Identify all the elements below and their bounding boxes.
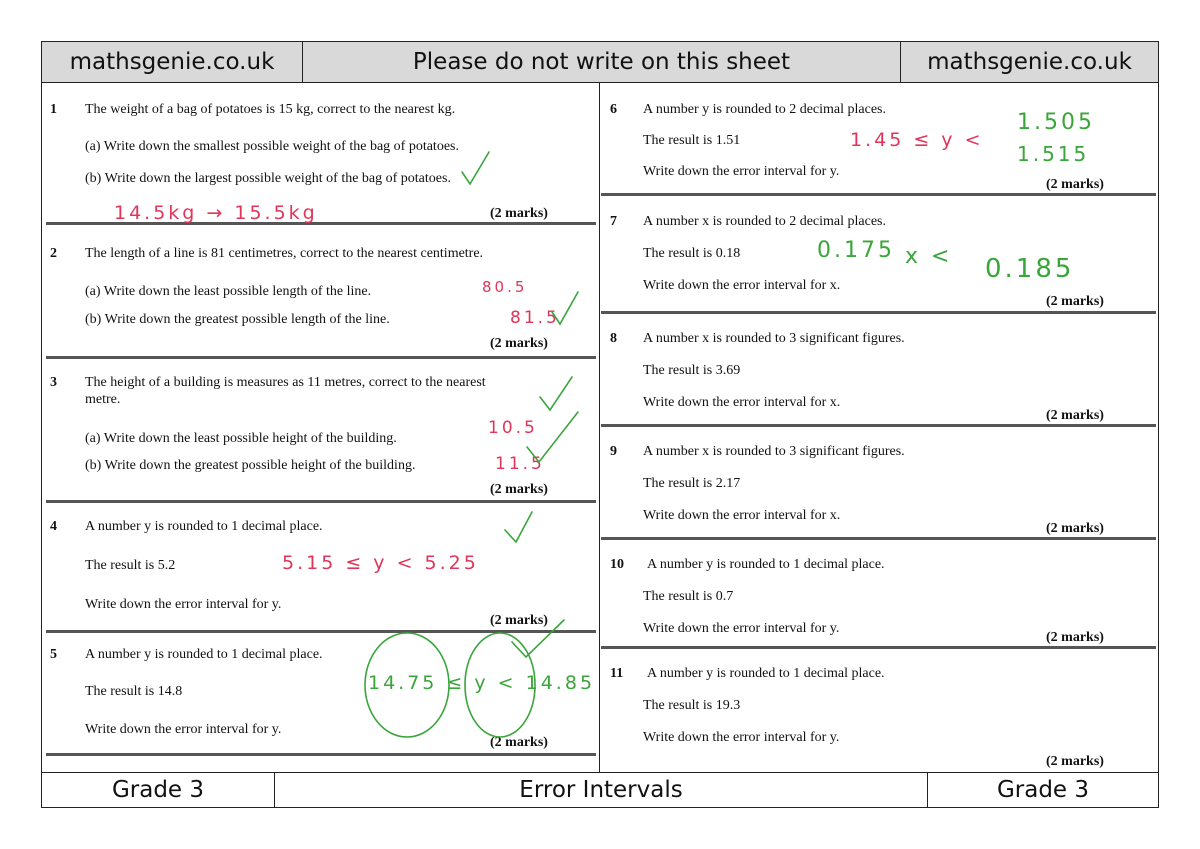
marks-label: (2 marks) [490,613,548,628]
question-part-b: (b) Write down the greatest possible height of the building. [85,458,416,473]
handwritten-answer-q2a: 80.5 [482,278,528,296]
answer-circle-left [365,633,449,737]
question-result: The result is 0.7 [643,589,734,604]
question-instruction: Write down the error interval for y. [643,164,840,179]
tick-mark-q2 [552,292,578,324]
marks-label: (2 marks) [490,482,548,497]
question-divider [46,753,596,756]
footer-topic: Error Intervals [275,773,928,807]
handwritten-answer-q7-symbol: x < [905,244,953,269]
tick-mark-q4 [505,512,532,542]
marks-label: (2 marks) [1046,521,1104,536]
marks-label: (2 marks) [1046,754,1104,769]
question-number: 7 [610,214,617,229]
tick-mark-q1 [462,152,489,184]
question-number: 3 [50,375,57,390]
handwritten-answer-q6-lower: 1.515 [1017,142,1090,166]
question-number: 6 [610,102,617,117]
column-divider [599,82,600,775]
handwritten-answer-q6-upper: 1.505 [1017,110,1095,135]
question-divider [601,311,1156,314]
question-divider [46,630,596,633]
question-divider [601,424,1156,427]
header-bar [42,42,1158,83]
question-part-b: (b) Write down the largest possible weight of the bag of potatoes. [85,171,451,186]
question-result: The result is 5.2 [85,558,176,573]
marks-label: (2 marks) [490,735,548,750]
footer-bar [42,772,1158,807]
handwritten-answer-q6: 1.45 ≤ y < [850,129,984,151]
question-number: 1 [50,102,57,117]
question-divider [46,500,596,503]
header-site-right: mathsgenie.co.uk [927,49,1132,75]
question-divider [46,356,596,359]
handwritten-answer-q2b: 81.5 [510,308,560,328]
question-number: 11 [610,666,624,681]
marks-label: (2 marks) [1046,408,1104,423]
header-site-left: mathsgenie.co.uk [42,42,303,82]
question-part-a: (a) Write down the smallest possible weight of the bag of potatoes. [85,139,459,154]
question-part-b: (b) Write down the greatest possible length of the line. [85,312,390,327]
question-divider [601,193,1156,196]
question-result: The result is 19.3 [643,698,741,713]
question-number: 5 [50,647,57,662]
question-number: 4 [50,519,57,534]
question-text-cont: metre. [85,392,121,407]
question-text: A number y is rounded to 1 decimal place. [85,647,323,662]
question-text: The height of a building is measures as 11 metres, correct to the nearest [85,375,486,390]
question-part-a: (a) Write down the least possible height of the building. [85,431,397,446]
question-instruction: Write down the error interval for x. [643,508,841,523]
question-instruction: Write down the error interval for x. [643,278,841,293]
question-number: 9 [610,444,617,459]
header-instruction: Please do not write on this sheet [303,42,901,82]
question-result: The result is 3.69 [643,363,741,378]
question-instruction: Write down the error interval for y. [643,730,840,745]
handwritten-answer-q5: 14.75 ≤ y < 14.85 [368,672,596,694]
question-text: A number y is rounded to 1 decimal place. [647,666,885,681]
tick-mark-q3a [540,377,572,410]
question-text: The length of a line is 81 centimetres, correct to the nearest centimetre. [85,246,484,261]
footer-grade-right: Grade 3 [996,777,1090,803]
footer-grade-left: Grade 3 [42,773,275,807]
handwritten-answer-q4: 5.15 ≤ y < 5.25 [282,552,479,574]
question-result: The result is 0.18 [643,246,741,261]
question-instruction: Write down the error interval for y. [643,621,840,636]
handwritten-answer-q3a: 10.5 [488,418,538,438]
worksheet [41,41,1159,808]
question-text: The weight of a bag of potatoes is 15 kg, correct to the nearest kg. [85,102,456,117]
question-text: A number y is rounded to 1 decimal place. [647,557,885,572]
question-instruction: Write down the error interval for y. [85,597,282,612]
question-text: A number x is rounded to 3 significant figures. [643,444,905,459]
marks-label: (2 marks) [1046,630,1104,645]
question-text: A number y is rounded to 2 decimal places. [643,102,886,117]
question-part-a: (a) Write down the least possible length of the line. [85,284,372,299]
question-result: The result is 2.17 [643,476,741,491]
question-text: A number x is rounded to 2 decimal places. [643,214,886,229]
question-number: 10 [610,557,624,572]
question-text: A number y is rounded to 1 decimal place. [85,519,323,534]
marks-label: (2 marks) [1046,177,1104,192]
question-number: 8 [610,331,617,346]
handwritten-answer-q1: 14.5kg → 15.5kg [114,202,318,224]
question-number: 2 [50,246,57,261]
question-divider [46,222,596,225]
tick-mark-q3b [527,412,578,462]
marks-label: (2 marks) [490,336,548,351]
question-result: The result is 14.8 [85,684,183,699]
question-divider [601,646,1156,649]
question-text: A number x is rounded to 3 significant figures. [643,331,905,346]
answer-circle-right [465,633,535,737]
question-instruction: Write down the error interval for x. [643,395,841,410]
marks-label: (2 marks) [1046,294,1104,309]
question-divider [601,537,1156,540]
handwritten-answer-q3b: 11.5 [495,454,545,474]
marks-label: (2 marks) [490,206,548,221]
question-instruction: Write down the error interval for y. [85,722,282,737]
handwritten-answer-q7: 0.175 [817,238,895,263]
handwritten-answer-q7-upper: 0.185 [985,254,1075,284]
question-result: The result is 1.51 [643,133,741,148]
